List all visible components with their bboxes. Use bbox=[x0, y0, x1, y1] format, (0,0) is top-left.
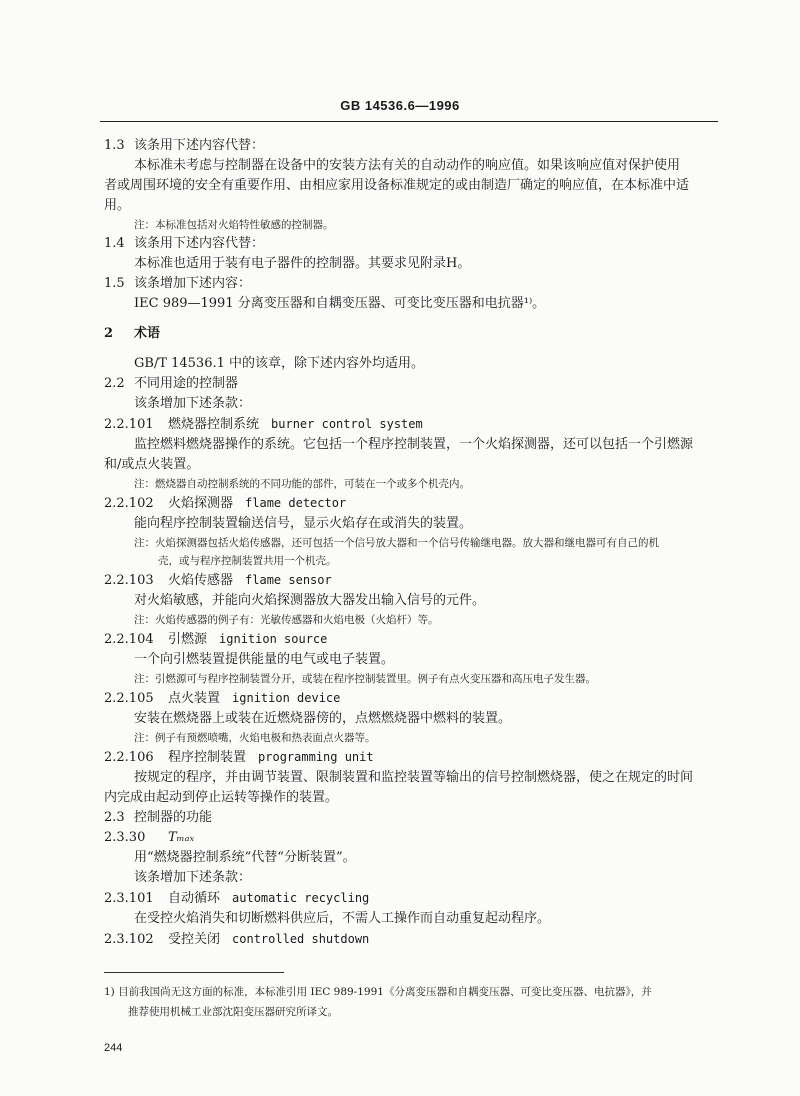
clause-2-3-30: 2.3.30 Tₘₐₓ bbox=[104, 830, 195, 845]
clause-2-2-101-note: 注：燃烧器自动控制系统的不同功能的部件，可装在一个或多个机壳内。 bbox=[134, 478, 470, 490]
chapter-2-para: GB/T 14536.1 中的该章，除下述内容外均适用。 bbox=[134, 356, 425, 371]
clause-2-2-para: 该条增加下述条款： bbox=[134, 396, 252, 411]
clause-2-3-101: 2.3.101 自动循环 automatic recycling bbox=[104, 891, 370, 906]
clause-2-3: 2.3 控制器的功能 bbox=[104, 810, 213, 825]
clause-2-3-30-para-2: 该条增加下述条款： bbox=[134, 870, 252, 885]
clause-2-2-103: 2.2.103 火焰传感器 flame sensor bbox=[104, 573, 332, 588]
standard-number-header: GB 14536.6—1996 bbox=[340, 98, 460, 113]
clause-2-2-103-para: 对火焰敏感，并能向火焰探测器放大器发出输入信号的元件。 bbox=[134, 593, 486, 608]
page-number: 244 bbox=[104, 1042, 123, 1054]
clause-2-2-106: 2.2.106 程序控制装置 programming unit bbox=[104, 750, 374, 765]
clause-2-2-106-para-cont: 内完成由起动到停止运转等操作的装置。 bbox=[104, 790, 339, 805]
clause-1-4: 1.4 该条用下述内容代替： bbox=[104, 236, 265, 251]
clause-2-2-104-note: 注：引燃源可与程序控制装置分开，或装在程序控制装置里。例子有点火变压器和高压电子发生器。 bbox=[134, 673, 596, 685]
clause-2-2-104-para: 一个向引燃装置提供能量的电气或电子装置。 bbox=[134, 652, 395, 667]
clause-1-5-para: IEC 989—1991 分离变压器和自耦变压器、可变比变压器和电抗器¹⁾。 bbox=[134, 296, 546, 311]
footnote-rule bbox=[104, 972, 284, 973]
clause-1-3: 1.3 该条用下述内容代替： bbox=[104, 138, 265, 153]
clause-1-3-para: 本标准未考虑与控制器在设备中的安装方法有关的自动动作的响应值。如果该响应值对保护使用 bbox=[134, 158, 681, 173]
clause-2-2-101: 2.2.101 燃烧器控制系统 burner control system bbox=[104, 417, 423, 432]
clause-2-2-102-note: 注：火焰探测器包括火焰传感器，还可包括一个信号放大器和一个信号传输继电器。放大器和继电器可有自己的机 bbox=[134, 537, 659, 549]
clause-2-3-30-para: 用“燃烧器控制系统”代替“分断装置”。 bbox=[134, 850, 356, 865]
clause-2-2-106-para: 按规定的程序，并由调节装置、限制装置和监控装置等输出的信号控制燃烧器，使之在规定的时间 bbox=[134, 770, 694, 785]
chapter-2-heading: 2 术语 bbox=[104, 326, 161, 341]
clause-2-3-102: 2.3.102 受控关闭 controlled shutdown bbox=[104, 932, 370, 947]
clause-2-2-103-note: 注：火焰传感器的例子有：光敏传感器和火焰电极（火焰杆）等。 bbox=[134, 614, 439, 626]
clause-2-2-105-note: 注：例子有预燃喷嘴，火焰电极和热表面点火器等。 bbox=[134, 732, 376, 744]
footnote-line: 1) 目前我国尚无这方面的标准，本标准引用 IEC 989-1991《分离变压器和自耦变压器、可变比变压器、电抗器》，并 bbox=[104, 986, 652, 998]
clause-2-2-104: 2.2.104 引燃源 ignition source bbox=[104, 632, 328, 647]
clause-1-3-note: 注：本标准包括对火焰特性敏感的控制器。 bbox=[134, 219, 334, 231]
clause-2-3-101-para: 在受控火焰消失和切断燃料供应后，不需人工操作而自动重复起动程序。 bbox=[134, 911, 551, 926]
clause-2-2: 2.2 不同用途的控制器 bbox=[104, 376, 239, 391]
clause-1-3-para-end: 用。 bbox=[104, 198, 131, 213]
clause-2-2-105: 2.2.105 点火装置 ignition device bbox=[104, 691, 341, 706]
clause-1-4-para: 本标准也适用于装有电子器件的控制器。其要求见附录H。 bbox=[134, 256, 471, 271]
header-rule bbox=[100, 121, 718, 122]
footnote bbox=[104, 982, 718, 1022]
footnote-line-cont: 推荐使用机械工业部沈阳变压器研究所译文。 bbox=[128, 1006, 338, 1018]
clause-2-2-105-para: 安装在燃烧器上或装在近燃烧器傍的，点燃燃烧器中燃料的装置。 bbox=[134, 711, 512, 726]
clause-2-2-102-note-cont: 壳，或与程序控制装置共用一个机壳。 bbox=[158, 555, 337, 567]
clause-2-2-102: 2.2.102 火焰探测器 flame detector bbox=[104, 496, 347, 511]
document-body bbox=[104, 136, 718, 950]
clause-1-3-para-cont: 者或周围环境的安全有重要作用、由相应家用设备标准规定的或由制造厂确定的响应值，在本标准中适 bbox=[104, 178, 690, 193]
clause-1-5: 1.5 该条增加下述内容： bbox=[104, 276, 252, 291]
clause-2-2-102-para: 能向程序控制装置输送信号，显示火焰存在或消失的装置。 bbox=[134, 516, 473, 531]
clause-2-2-101-para: 监控燃料燃烧器操作的系统。它包括一个程序控制装置，一个火焰探测器，还可以包括一个引燃源 bbox=[134, 437, 694, 452]
clause-2-2-101-para-cont: 和/或点火装置。 bbox=[104, 457, 200, 472]
